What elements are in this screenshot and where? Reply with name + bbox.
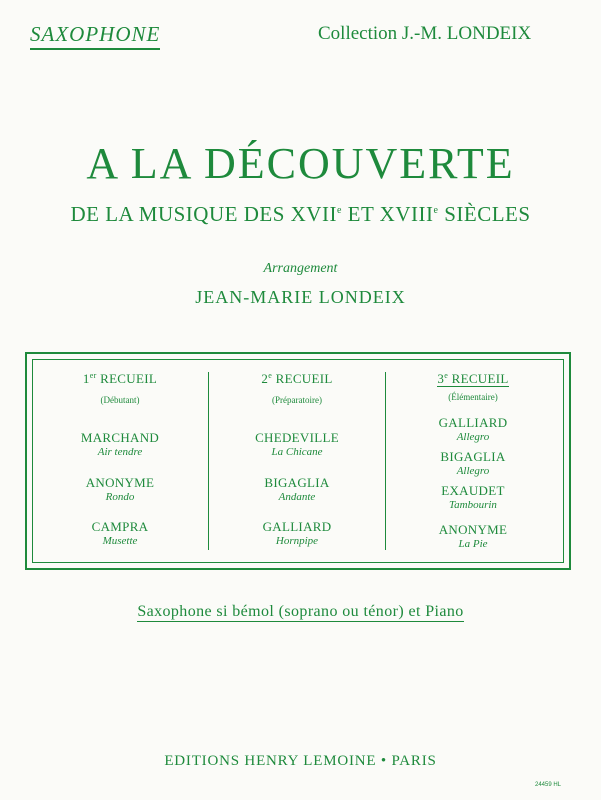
composer-name: EXAUDET [441, 483, 505, 498]
composer-name: CHEDEVILLE [255, 430, 339, 445]
composer-name: ANONYME [438, 522, 508, 537]
volume-3-entry [383, 415, 563, 443]
volume-2-num: 2 [261, 371, 269, 386]
volume-3-entry [383, 449, 563, 477]
subtitle-sup-1: e [336, 205, 342, 216]
subtitle-part-3: SIÈCLES [438, 202, 531, 226]
volume-3-label: RECUEIL [448, 371, 509, 386]
subtitle-sup-2: e [433, 205, 439, 216]
volume-3-num: 3 [437, 371, 445, 386]
volume-3-entry [383, 522, 563, 550]
subtitle-part-1: DE LA MUSIQUE DES XVII [70, 202, 337, 226]
volume-1-level: (Débutant) [100, 395, 140, 405]
instrument-label: SAXOPHONE [30, 22, 160, 50]
subtitle-part-2: ET XVIII [341, 202, 434, 226]
piece-title: Tambourin [449, 499, 497, 511]
piece-title: La Chicane [271, 446, 323, 458]
volume-3-level: (Élémentaire) [448, 392, 498, 402]
volume-2-entry [207, 519, 387, 547]
volume-2-label: RECUEIL [272, 371, 333, 386]
page-title: A LA DÉCOUVERTE [86, 139, 515, 188]
volume-3-title [383, 371, 563, 387]
volume-3-entry [383, 483, 563, 511]
volume-3-header [383, 371, 563, 402]
publisher-imprint: EDITIONS HENRY LEMOINE • PARIS [164, 753, 437, 769]
composer-name: ANONYME [85, 475, 155, 490]
volume-1-entry [30, 475, 210, 503]
volume-1-sup: er [89, 371, 97, 380]
volume-1-title [30, 371, 210, 387]
scoring-line [0, 603, 601, 621]
piece-title: Rondo [105, 491, 135, 503]
piece-title: Andante [278, 491, 316, 503]
collection-label: Collection J.-M. LONDEIX [318, 23, 532, 44]
volume-1-num: 1 [82, 371, 90, 386]
volume-1-entry [30, 519, 210, 547]
volume-1-label: RECUEIL [96, 371, 158, 386]
volume-2-sup: e [268, 371, 273, 380]
volume-2-header [207, 371, 387, 405]
volume-1-header [30, 371, 210, 405]
piece-title: Hornpipe [275, 535, 319, 547]
composer-name: MARCHAND [80, 430, 160, 445]
page-subtitle [0, 202, 601, 227]
volume-3-sup: e [444, 371, 449, 380]
piece-title: Allegro [456, 431, 490, 443]
composer-name: GALLIARD [262, 519, 332, 534]
piece-title: Allegro [456, 465, 490, 477]
composer-name: CAMPRA [91, 519, 149, 534]
volume-1-entry [30, 430, 210, 458]
scoring-text: Saxophone si bémol (soprano ou ténor) et Piano [137, 603, 464, 620]
composer-name: GALLIARD [438, 415, 508, 430]
volume-2-level: (Préparatoire) [272, 395, 322, 405]
composer-name: BIGAGLIA [440, 449, 506, 464]
arranger-name: JEAN-MARIE LONDEIX [195, 287, 406, 307]
piece-title: La Pie [458, 538, 488, 550]
composer-name: BIGAGLIA [264, 475, 330, 490]
volume-2-entry [207, 475, 387, 503]
catalogue-number: 24459 HL [535, 782, 562, 788]
volume-2-entry [207, 430, 387, 458]
volume-2-title [207, 371, 387, 387]
piece-title: Air tendre [97, 446, 143, 458]
piece-title: Musette [102, 535, 138, 547]
arrangement-label: Arrangement [263, 261, 338, 276]
